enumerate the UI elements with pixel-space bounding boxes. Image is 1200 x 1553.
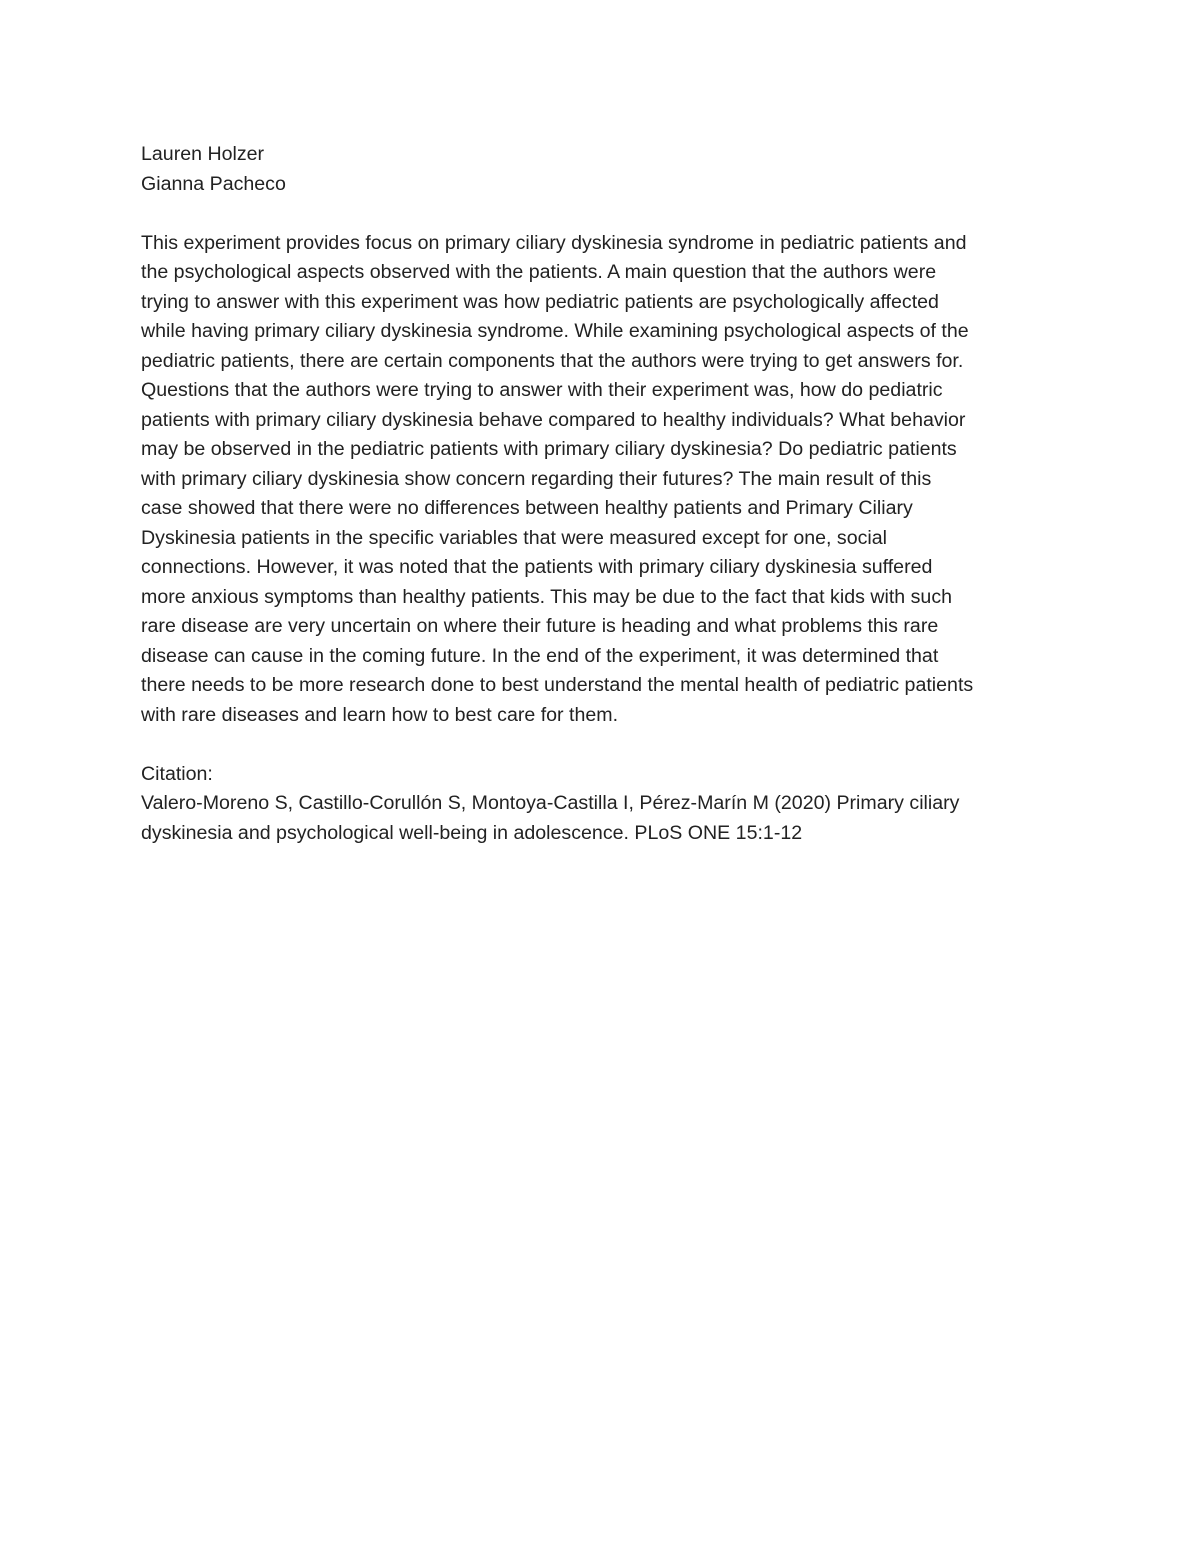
summary-line: pediatric patients, there are certain components that the authors were trying to get answers for. <box>141 349 964 372</box>
summary-line: the psychological aspects observed with the patients. A main question that the authors were <box>141 261 937 283</box>
summary-line: trying to answer with this experiment was how pediatric patients are psychologically affected <box>141 290 939 313</box>
summary-paragraph <box>141 229 1061 731</box>
summary-line: patients with primary ciliary dyskinesia behave compared to healthy individuals? What behavior <box>141 408 966 431</box>
citation-line: dyskinesia and psychological well-being in adolescence. PLoS ONE 15:1-12 <box>141 821 803 844</box>
citation-label: Citation: <box>141 762 213 785</box>
author-name: Lauren Holzer <box>141 143 265 165</box>
summary-line: while having primary ciliary dyskinesia syndrome. While examining psychological aspects of the <box>141 320 969 342</box>
summary-line: rare disease are very uncertain on where their future is heading and what problems this rare <box>141 615 939 637</box>
paragraph-spacer <box>141 730 1061 760</box>
author-block <box>141 140 1061 199</box>
summary-line: Questions that the authors were trying to answer with their experiment was, how do pediatric <box>141 379 943 401</box>
citation-line: Valero-Moreno S, Castillo-Corullón S, Montoya-Castilla I, Pérez-Marín M (2020) Primary ciliary <box>141 792 960 814</box>
summary-line: disease can cause in the coming future. In the end of the experiment, it was determined that <box>141 644 939 667</box>
summary-line: connections. However, it was noted that the patients with primary ciliary dyskinesia suffered <box>141 556 933 578</box>
summary-line: Dyskinesia patients in the specific variables that were measured except for one, social <box>141 526 888 549</box>
summary-line: case showed that there were no differences between healthy patients and Primary Ciliary <box>141 497 913 519</box>
summary-line: may be observed in the pediatric patients with primary ciliary dyskinesia? Do pediatric patients <box>141 438 957 460</box>
document-body <box>141 140 1061 848</box>
summary-line: more anxious symptoms than healthy patients. This may be due to the fact that kids with such <box>141 585 953 608</box>
summary-line: with primary ciliary dyskinesia show concern regarding their futures? The main result of this <box>141 467 932 490</box>
summary-line: with rare diseases and learn how to best care for them. <box>141 703 619 726</box>
author-name: Gianna Pacheco <box>141 172 286 195</box>
summary-line: there needs to be more research done to best understand the mental health of pediatric patients <box>141 674 974 696</box>
paragraph-spacer <box>141 199 1061 229</box>
citation-block <box>141 760 1061 849</box>
summary-line: This experiment provides focus on primary ciliary dyskinesia syndrome in pediatric patients and <box>141 231 967 254</box>
